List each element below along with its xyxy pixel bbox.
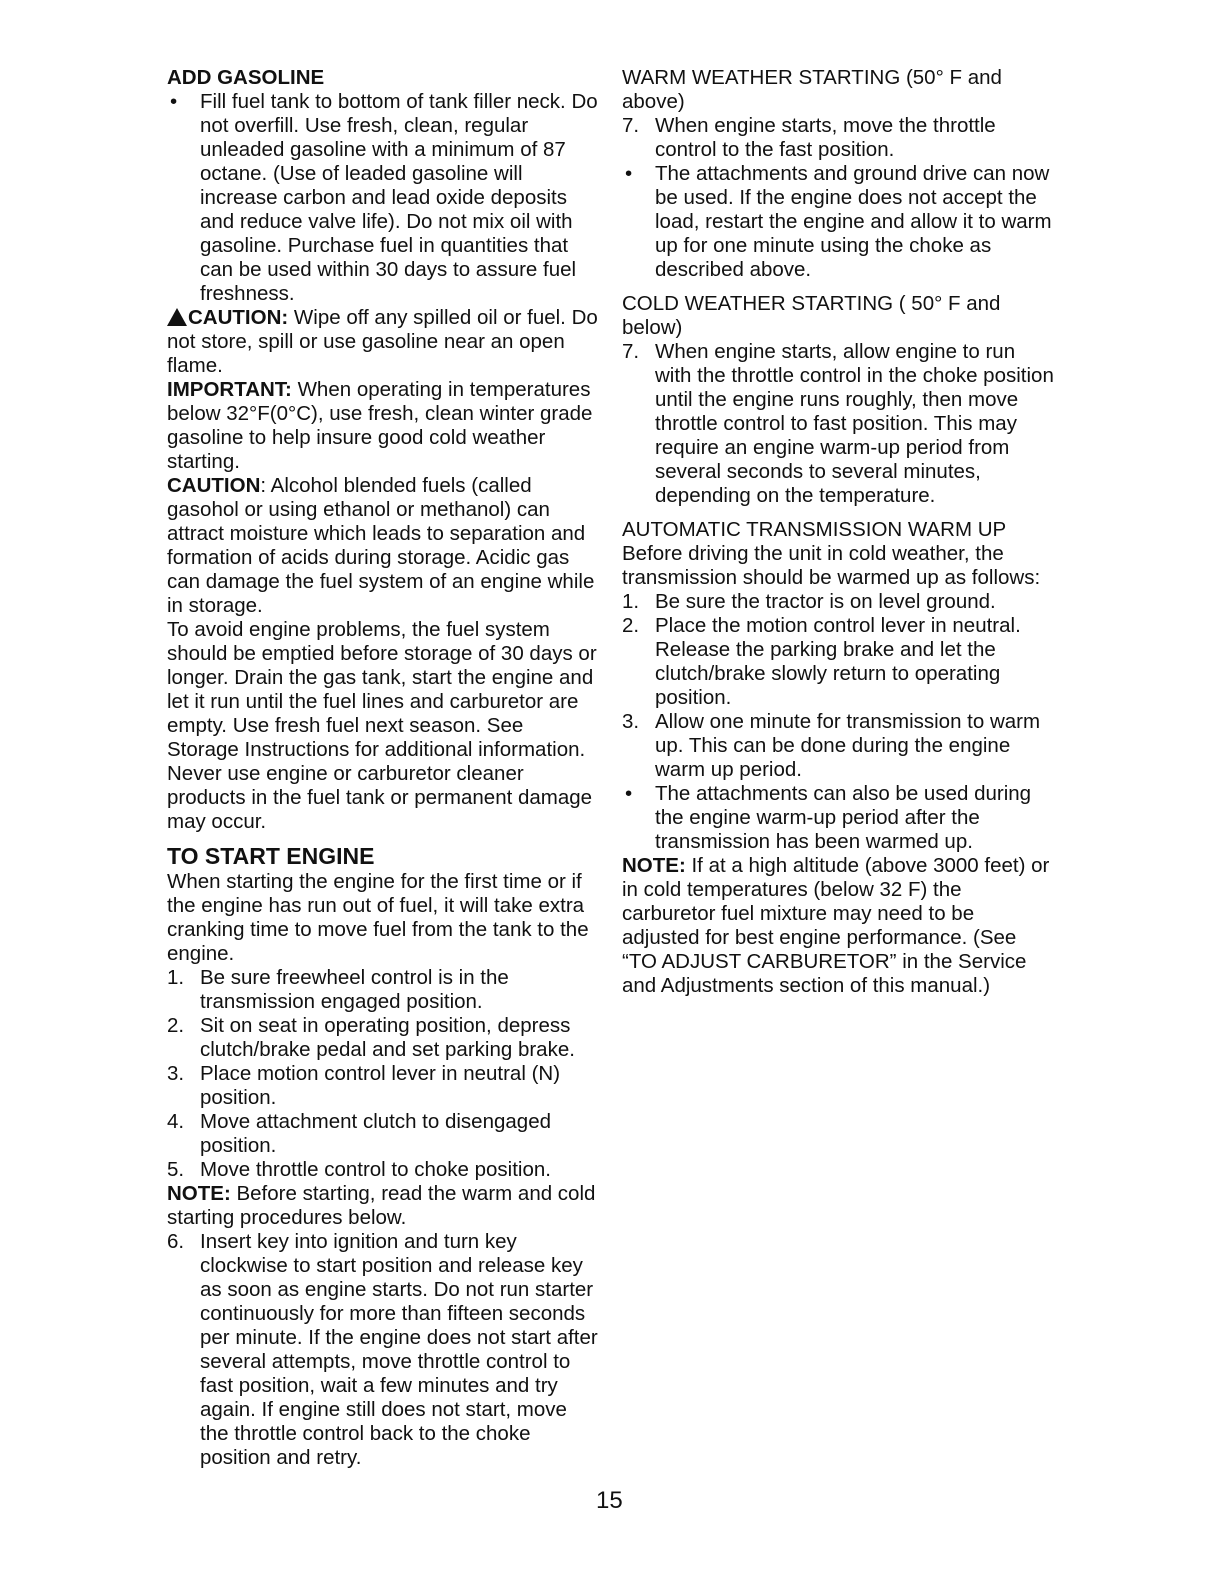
warm-weather-bullets — [622, 162, 1054, 282]
cold-weather-heading: COLD WEATHER STARTING ( 50° F and below) — [622, 292, 1001, 339]
list-item — [167, 966, 599, 1014]
list-item — [167, 1014, 599, 1062]
step-text: Move throttle control to choke position. — [200, 1158, 551, 1181]
step-number: 2. — [622, 614, 640, 637]
start-note-paragraph — [167, 1182, 599, 1230]
note-text: Before starting, read the warm and cold starting procedures below. — [167, 1182, 596, 1229]
cold-weather-steps — [622, 340, 1054, 508]
note-label: NOTE: — [167, 1182, 231, 1205]
list-item — [167, 1110, 599, 1158]
cleaner-warning-paragraph: Never use engine or carburetor cleaner products in the fuel tank or permanent damage may occur. — [167, 762, 593, 833]
list-item — [167, 1158, 599, 1182]
step-number: 4. — [167, 1110, 185, 1133]
list-item — [622, 614, 1054, 710]
important-paragraph — [167, 378, 599, 474]
bullet-mark: • — [170, 90, 178, 113]
list-item — [167, 90, 599, 306]
add-gasoline-bullet-text: Fill fuel tank to bottom of tank filler neck. Do not overfill. Use fresh, clean, regular unleaded gasoline with a minimum of 87 octane. (Use of leaded gasoline will increase carbon and lead oxide deposits and reduce valve life). Do not mix oil with gasoline. Purchase fuel in quantities that can be used within 30 days to assure fuel freshness. — [200, 90, 598, 305]
list-item — [622, 114, 1054, 162]
bullet-mark: • — [625, 162, 633, 185]
list-item — [622, 340, 1054, 508]
step-text: Sit on seat in operating position, depress clutch/brake pedal and set parking brake. — [200, 1014, 575, 1061]
start-engine-heading: TO START ENGINE — [167, 843, 375, 869]
step-text: Be sure freewheel control is in the transmission engaged position. — [200, 966, 509, 1013]
alcohol-caution-paragraph — [167, 474, 599, 618]
storage-paragraph: To avoid engine problems, the fuel system should be emptied before storage of 30 days or longer. Drain the gas tank, start the engine and let it run until the fuel lines and carburetor are empty. Use fresh fuel next season. See Storage Instructions for additional information. — [167, 618, 597, 761]
bullet-text: The attachments can also be used during the engine warm-up period after the transmission has been warmed up. — [655, 782, 1032, 853]
important-text: When operating in temperatures below 32°F(0°C), use fresh, clean winter grade gasoline to help insure good cold weather starting. — [167, 378, 593, 473]
alcohol-caution-text: : Alcohol blended fuels (called gasohol or using ethanol or methanol) can attract moisture which leads to separation and formation of acids during storage. Acidic gas can damage the fuel system of an engine while in storage. — [167, 474, 595, 617]
warm-weather-steps — [622, 114, 1054, 162]
step-text: When engine starts, move the throttle control to the fast position. — [655, 114, 996, 161]
caution-paragraph — [167, 306, 599, 378]
start-engine-intro: When starting the engine for the first time or if the engine has run out of fuel, it will take extra cranking time to move fuel from the tank to the engine. — [167, 870, 589, 965]
step-text: Insert key into ignition and turn key clockwise to start position and release key as soon as engine starts. Do not run starter continuously for more than fifteen seconds per minute. If the engine does not start after several attempts, move throttle control to fast position, wait a few minutes and try again. If engine still does not start, move the throttle control back to the choke position and retry. — [200, 1230, 598, 1469]
warm-weather-heading: WARM WEATHER STARTING (50° F and above) — [622, 66, 1002, 113]
step-text: When engine starts, allow engine to run with the throttle control in the choke position until the engine runs roughly, then move throttle control to fast position. This may require an engine warm-up period from several seconds to several minutes, depending on the temperature. — [655, 340, 1054, 507]
list-item — [622, 710, 1054, 782]
bullet-text: The attachments and ground drive can now be used. If the engine does not accept the load, restart the engine and allow it to warm up for one minute using the choke as described above. — [655, 162, 1052, 281]
start-steps-list — [167, 966, 599, 1182]
list-item — [622, 782, 1054, 854]
step-text: Move attachment clutch to disengaged position. — [200, 1110, 551, 1157]
note-text: If at a high altitude (above 3000 feet) or in cold temperatures (below 32 F) the carburetor fuel mixture may need to be adjusted for best engine performance. (See “TO ADJUST CARBURETOR” in the Service and Adjustments section of this manual.) — [622, 854, 1050, 997]
step-number: 6. — [167, 1230, 185, 1253]
step-number: 3. — [167, 1062, 185, 1085]
list-item — [167, 1230, 599, 1470]
step-number: 7. — [622, 340, 640, 363]
alcohol-caution-label: CAUTION — [167, 474, 261, 497]
list-item — [622, 162, 1054, 282]
list-item — [622, 590, 1054, 614]
step-number: 5. — [167, 1158, 185, 1181]
step-text: Be sure the tractor is on level ground. — [655, 590, 996, 613]
note-label: NOTE: — [622, 854, 686, 877]
important-label: IMPORTANT: — [167, 378, 292, 401]
step-number: 3. — [622, 710, 640, 733]
left-column — [167, 66, 599, 1470]
transmission-warmup-heading: AUTOMATIC TRANSMISSION WARM UP — [622, 518, 1007, 541]
warning-triangle-icon — [167, 308, 187, 326]
page-number: 15 — [596, 1487, 623, 1514]
add-gasoline-list — [167, 90, 599, 306]
right-column — [622, 66, 1054, 998]
bullet-mark: • — [625, 782, 633, 805]
step-text: Place motion control lever in neutral (N) position. — [200, 1062, 561, 1109]
list-item — [167, 1062, 599, 1110]
step-number: 1. — [167, 966, 185, 989]
step-text: Allow one minute for transmission to warm up. This can be done during the engine warm up period. — [655, 710, 1041, 781]
caution-label: CAUTION: — [188, 306, 289, 329]
altitude-note-paragraph — [622, 854, 1054, 998]
transmission-steps — [622, 590, 1054, 782]
step-number: 1. — [622, 590, 640, 613]
transmission-bullets — [622, 782, 1054, 854]
add-gasoline-heading: ADD GASOLINE — [167, 66, 325, 89]
start-steps-list-continued — [167, 1230, 599, 1470]
step-number: 2. — [167, 1014, 185, 1037]
step-text: Place the motion control lever in neutral. Release the parking brake and let the clutch/brake slowly return to operating position. — [655, 614, 1021, 709]
transmission-intro: Before driving the unit in cold weather, the transmission should be warmed up as follows: — [622, 542, 1041, 589]
caution-text: Wipe off any spilled oil or fuel. Do not store, spill or use gasoline near an open flame. — [167, 306, 598, 377]
step-number: 7. — [622, 114, 640, 137]
